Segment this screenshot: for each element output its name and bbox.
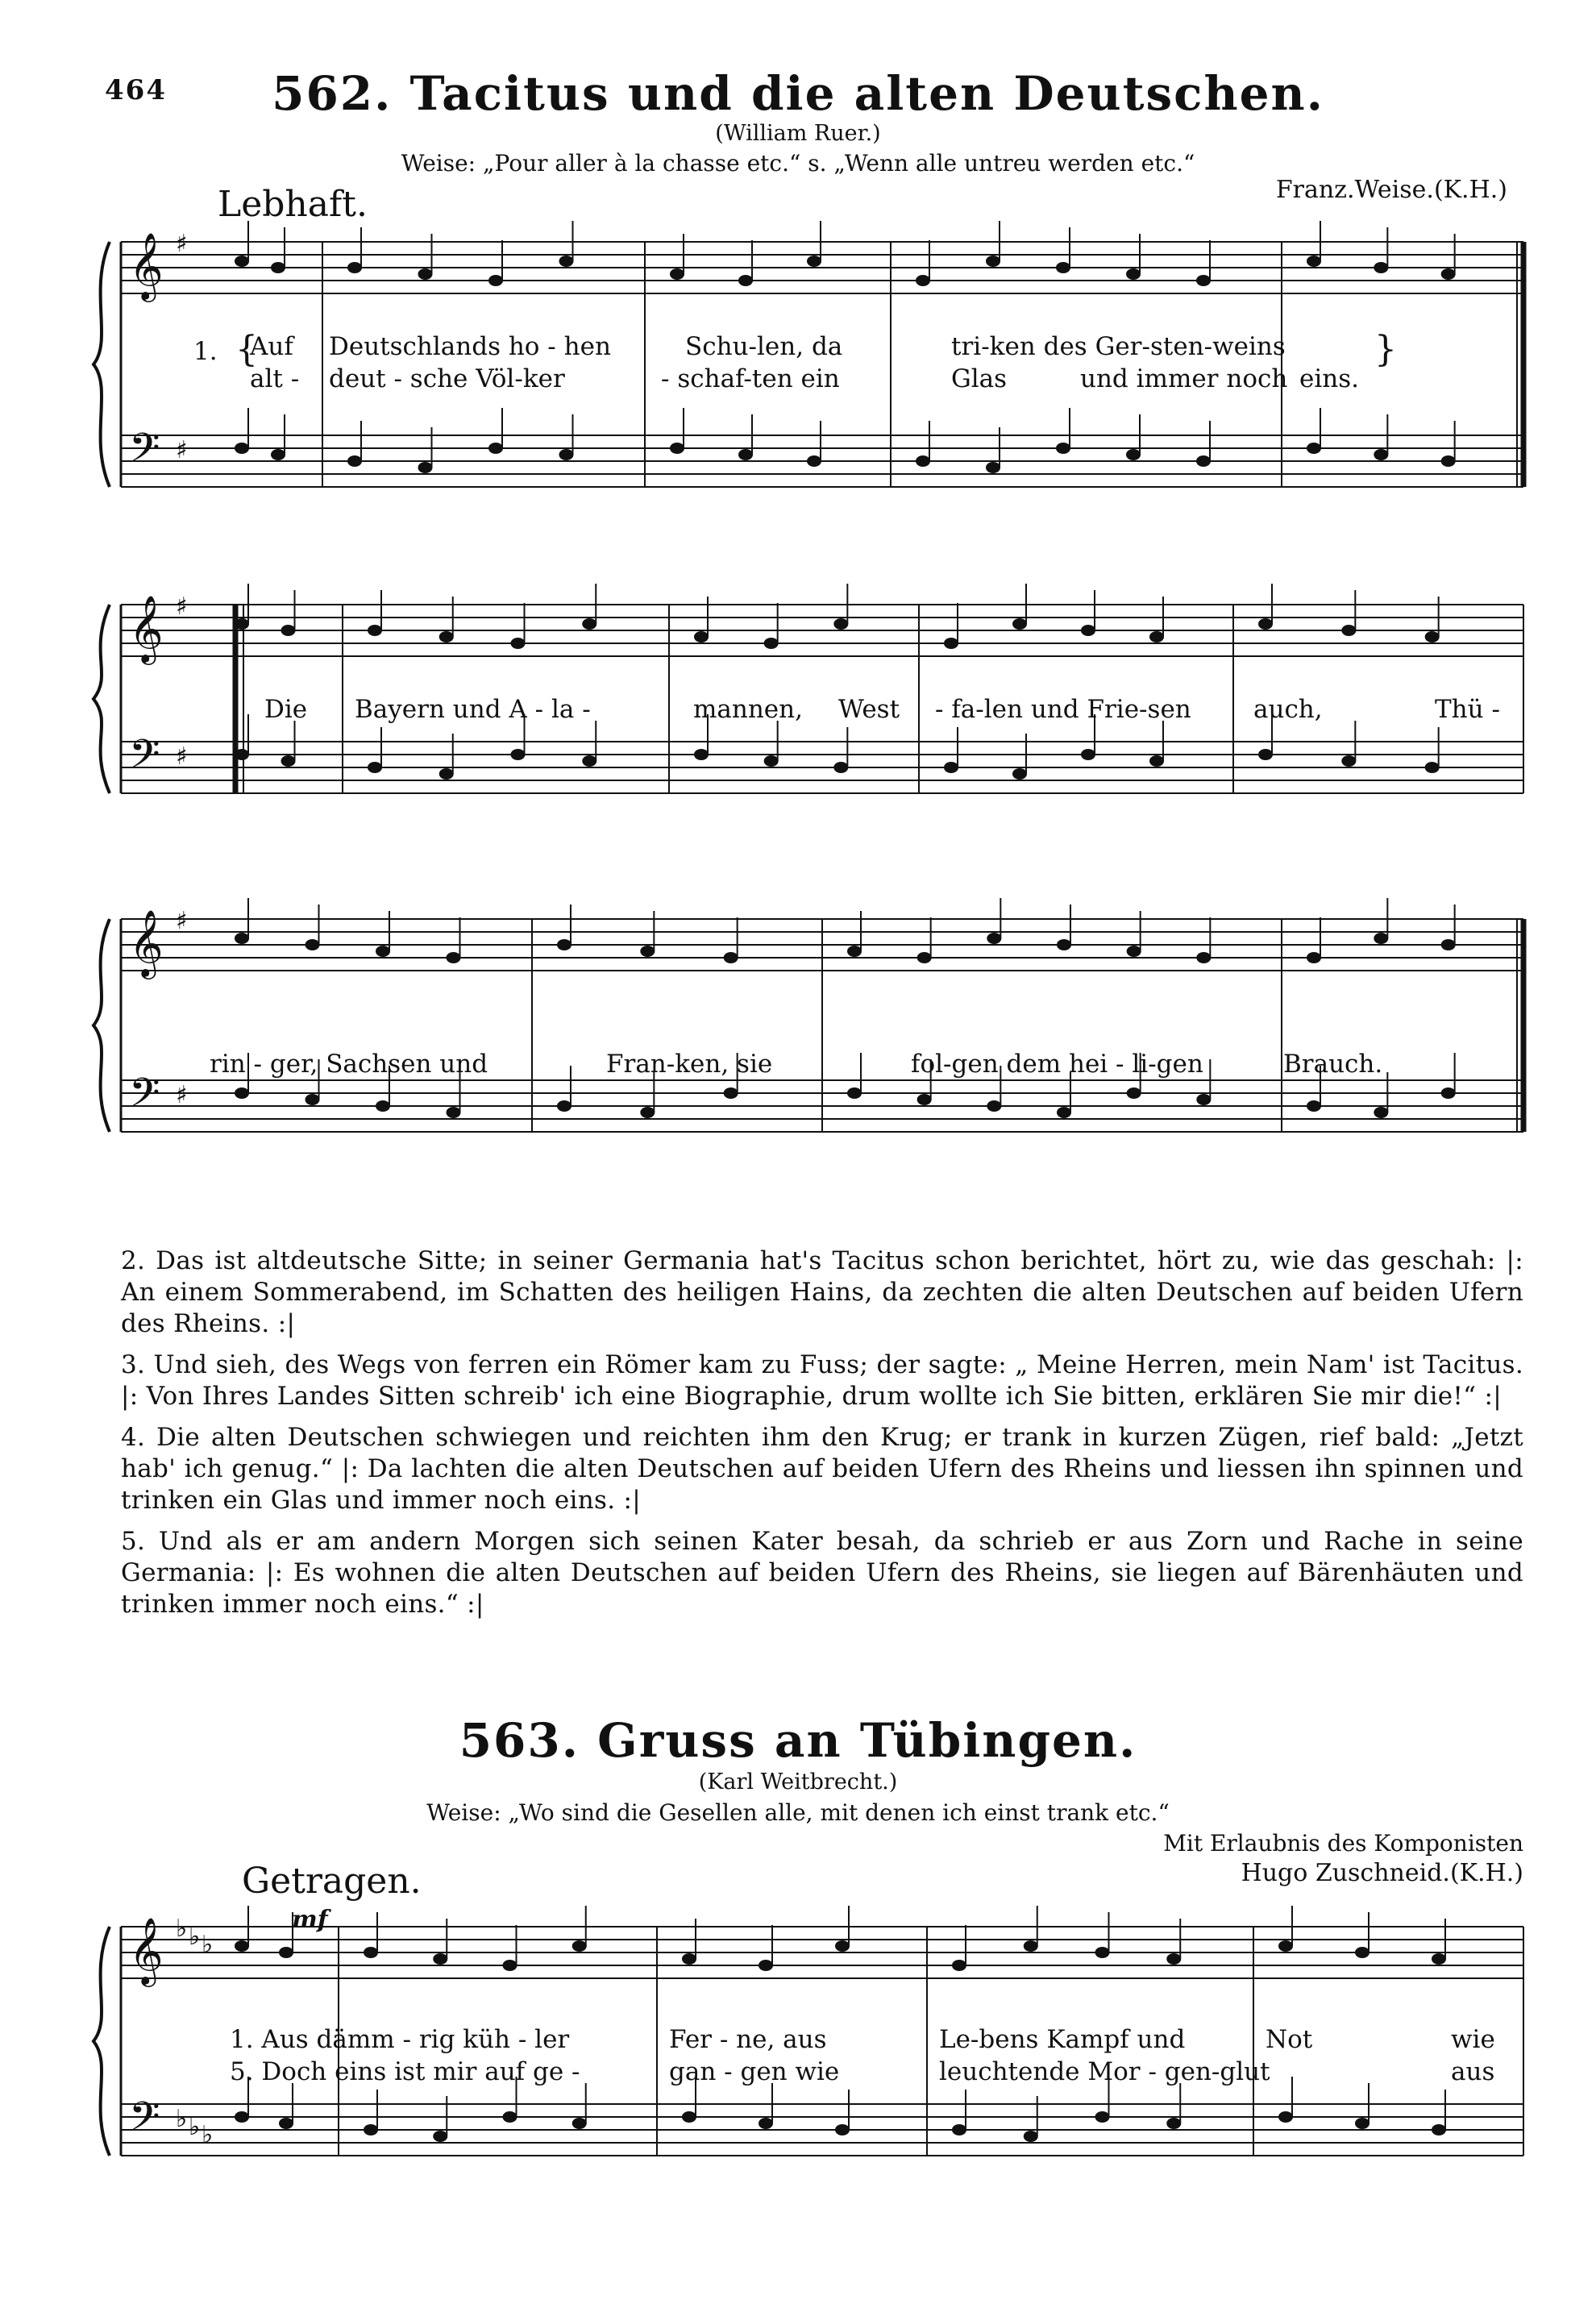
song-562-author: (William Ruer.) [715, 121, 881, 146]
score-system-4 [0, 1903, 1596, 2209]
svg-text:♯: ♯ [176, 436, 188, 464]
song-562-tune: Weise: „Pour aller à la chasse etc.“ s. „Wenn alle untreu werden etc.“ [401, 150, 1195, 177]
lyric: 5. Doch eins ist mir auf ge - [230, 2057, 580, 2086]
dynamic-mark: mf [292, 1906, 328, 1934]
svg-text:𝄢: 𝄢 [129, 2094, 160, 2150]
lyric: Thü - [1435, 695, 1500, 724]
svg-text:𝄞: 𝄞 [129, 231, 164, 299]
lyric: auch, [1253, 695, 1323, 724]
grand-staff-4 [0, 1903, 1596, 2209]
svg-text:𝄞: 𝄞 [129, 1916, 164, 1984]
brace-close: } [1374, 329, 1397, 370]
svg-text:𝄢: 𝄢 [129, 1070, 160, 1126]
lyric: Deutschlands ho - hen [329, 332, 611, 361]
lyric: West [838, 695, 900, 724]
lyric: aus [1451, 2057, 1495, 2086]
song-563-title: 563. Gruss an Tübingen. [459, 1713, 1137, 1768]
lyric: Not [1266, 2025, 1313, 2054]
verse-2: 2. Das ist altdeutsche Sitte; in seiner Germania hat's Tacitus schon berichtet, hört zu, wie das geschah: |: An einem Sommerabend, im Schatten des heiligen Hains, da zechten die alten Deutschen auf beiden Ufern des Rheins. :| [121, 1246, 1523, 1338]
song-563-author: (Karl Weitbrecht.) [698, 1769, 898, 1794]
song-562-title: 562. Tacitus und die alten Deutschen. [272, 66, 1324, 121]
lyric: leuchtende Mor - gen-glut [939, 2057, 1270, 2086]
lyric: alt - [250, 364, 300, 393]
lyric: eins. [1299, 364, 1359, 393]
lyric: wie [1451, 2025, 1495, 2054]
svg-text:𝄞: 𝄞 [129, 909, 164, 976]
svg-text:♯: ♯ [176, 230, 188, 258]
lyric: deut - sche Völ-ker [329, 364, 565, 393]
svg-text:♯: ♯ [176, 907, 188, 935]
lyric: Glas [951, 364, 1008, 393]
song-562-composer: Franz.Weise.(K.H.) [1275, 176, 1507, 204]
song-562-tempo: Lebhaft. [218, 184, 368, 225]
song-563-tempo: Getragen. [242, 1861, 422, 1902]
page-number: 464 [105, 74, 167, 106]
grand-staff-3 [0, 895, 1596, 1185]
lyric: Brauch. [1283, 1050, 1383, 1079]
svg-text:♭: ♭ [189, 2113, 201, 2141]
verse-3: 3. Und sieh, des Wegs von ferren ein Römer kam zu Fuss; der sagte: „ Meine Herren, mein Nam' ist Tacitus. |: Von Ihres Landes Sitten schreib' ich eine Biographie, drum wollte ich Sie bitten, erklären Sie mir die!“ :| [121, 1350, 1523, 1411]
lyric: Auf [250, 332, 293, 361]
svg-text:♯: ♯ [176, 742, 188, 771]
score-system-1 [0, 218, 1596, 540]
verse-5: 5. Und als er am andern Morgen sich seinen Kater besah, da schrieb er aus Zorn und Rache in seine Germania: |: Es wohnen die alten Deutschen auf beiden Ufern des Rheins, sie liegen auf Bärenhäuten und trinken immer noch eins.“ :| [121, 1527, 1523, 1619]
verse-text-block [121, 1245, 1523, 1630]
svg-text:𝄢: 𝄢 [129, 731, 160, 788]
verse-number: 1. [193, 337, 218, 366]
svg-text:♭: ♭ [176, 2105, 188, 2133]
score-system-3 [0, 895, 1596, 1185]
svg-text:𝄞: 𝄞 [129, 594, 164, 662]
lyric: Fer - ne, aus [669, 2025, 827, 2054]
brace-open: { [235, 329, 258, 370]
lyric: gan - gen wie [669, 2057, 840, 2086]
svg-text:♯: ♯ [176, 593, 188, 621]
lyric: und immer noch [1080, 364, 1288, 393]
svg-text:♭: ♭ [202, 1931, 214, 1959]
song-563-tune: Weise: „Wo sind die Gesellen alle, mit denen ich einst trank etc.“ [426, 1799, 1170, 1826]
lyric: - schaf-ten ein [661, 364, 840, 393]
verse-4: 4. Die alten Deutschen schwiegen und reichten ihm den Krug; er trank in kurzen Zügen, rief bald: „Jetzt hab' ich genug.“ |: Da lachten die alten Deutschen auf beiden Ufern des Rheins und liessen ihn spinnen und trinken ein Glas und immer noch eins. :| [121, 1423, 1523, 1515]
svg-text:♯: ♯ [176, 1081, 188, 1109]
lyric: 1. Aus dämm - rig küh - ler [230, 2025, 570, 2054]
lyric: Le-bens Kampf und [939, 2025, 1186, 2054]
svg-text:♭: ♭ [202, 2121, 214, 2149]
lyric: - fa-len und Frie-sen [935, 695, 1191, 724]
lyric: Schu-len, da [685, 332, 843, 361]
lyric: Bayern und A - la - [355, 695, 591, 724]
svg-text:𝄢: 𝄢 [129, 425, 160, 481]
score-system-2 [0, 580, 1596, 846]
lyric: Die [264, 695, 308, 724]
svg-text:♭: ♭ [176, 1915, 188, 1943]
lyric: tri-ken des Ger-sten-weins [951, 332, 1286, 361]
song-563-composer: Hugo Zuschneid.(K.H.) [1241, 1859, 1523, 1887]
lyric: fol-gen dem hei - li-gen [911, 1050, 1203, 1079]
lyric: Fran-ken, sie [606, 1050, 773, 1079]
song-563-permission: Mit Erlaubnis des Komponisten [1163, 1830, 1523, 1857]
lyric: rin - ger, Sachsen und [210, 1050, 488, 1079]
svg-text:♭: ♭ [189, 1923, 201, 1951]
lyric: mannen, [693, 695, 803, 724]
